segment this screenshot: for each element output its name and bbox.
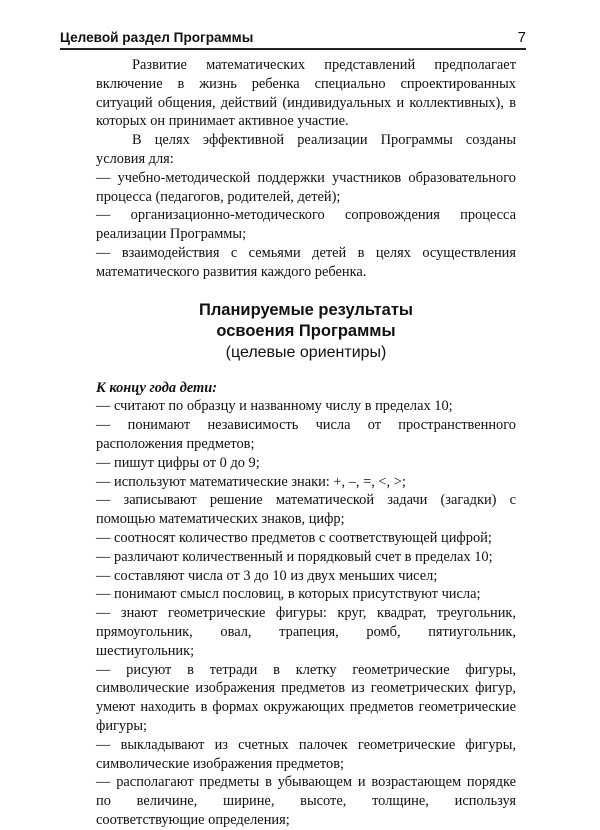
conditions-list [96,169,516,282]
section-heading-line1: Планируемые результаты [198,300,414,319]
results-item: — выкладывают из счетных палочек геометрические фигуры, символические изображения предметов; [96,736,516,774]
results-item: — соотносят количество предметов с соответствующей цифрой; [96,529,516,548]
results-item: — используют математические знаки: +, –, =, <, >; [96,473,516,492]
results-item: — понимают независимость числа от пространственного расположения предметов; [96,416,516,454]
results-item: — пишут цифры от 0 до 9; [96,454,516,473]
section-heading-line2: освоения Программы [216,321,396,340]
conditions-item: — учебно-методической поддержки участников образовательного процесса (педагогов, родителей, детей); [96,169,516,207]
intro-paragraph: Развитие математических представлений предполагает включение в жизнь ребенка специально спроектированных ситуаций общения, действий (индивидуальных и коллективных), в которых он принимает активное участие. [96,57,516,130]
section-heading-subtitle: (целевые ориентиры) [225,343,387,361]
results-item: — знают геометрические фигуры: круг, квадрат, треугольник, прямоугольник, овал, трапеция, ромб, пятиугольник, шестиугольник; [96,604,516,660]
page-body [96,56,516,830]
results-item: — различают количественный и порядковый счет в пределах 10; [96,548,516,567]
results-intro: К концу года дети: [96,379,218,396]
conditions-intro: В целях эффективной реализации Программы созданы условия для: [96,132,516,167]
page-number: 7 [517,29,526,46]
results-item: — понимают смысл пословиц, в которых присутствуют числа; [96,585,516,604]
conditions-item: — организационно-методического сопровождения процесса реализации Программы; [96,206,516,244]
results-item: — рисуют в тетради в клетку геометрические фигуры, символические изображения предметов из геометрических фигур, умеют находить в формах окружающих предметов геометрические фигуры; [96,661,516,736]
section-heading [96,300,516,363]
results-item: — составляют числа от 3 до 10 из двух меньших чисел; [96,567,516,586]
running-header-title: Целевой раздел Программы [60,30,254,45]
results-item: — записывают решение математической задачи (загадки) с помощью математических знаков, цифр; [96,491,516,529]
results-list [96,397,516,829]
results-item: — считают по образцу и названному числу в пределах 10; [96,397,516,416]
results-item: — располагают предметы в убывающем и возрастающем порядке по величине, ширине, высоте, толщине, используя соответствующие определения; [96,773,516,829]
conditions-item: — взаимодействия с семьями детей в целях осуществления математического развития каждого ребенка. [96,244,516,282]
page-header [60,26,526,50]
